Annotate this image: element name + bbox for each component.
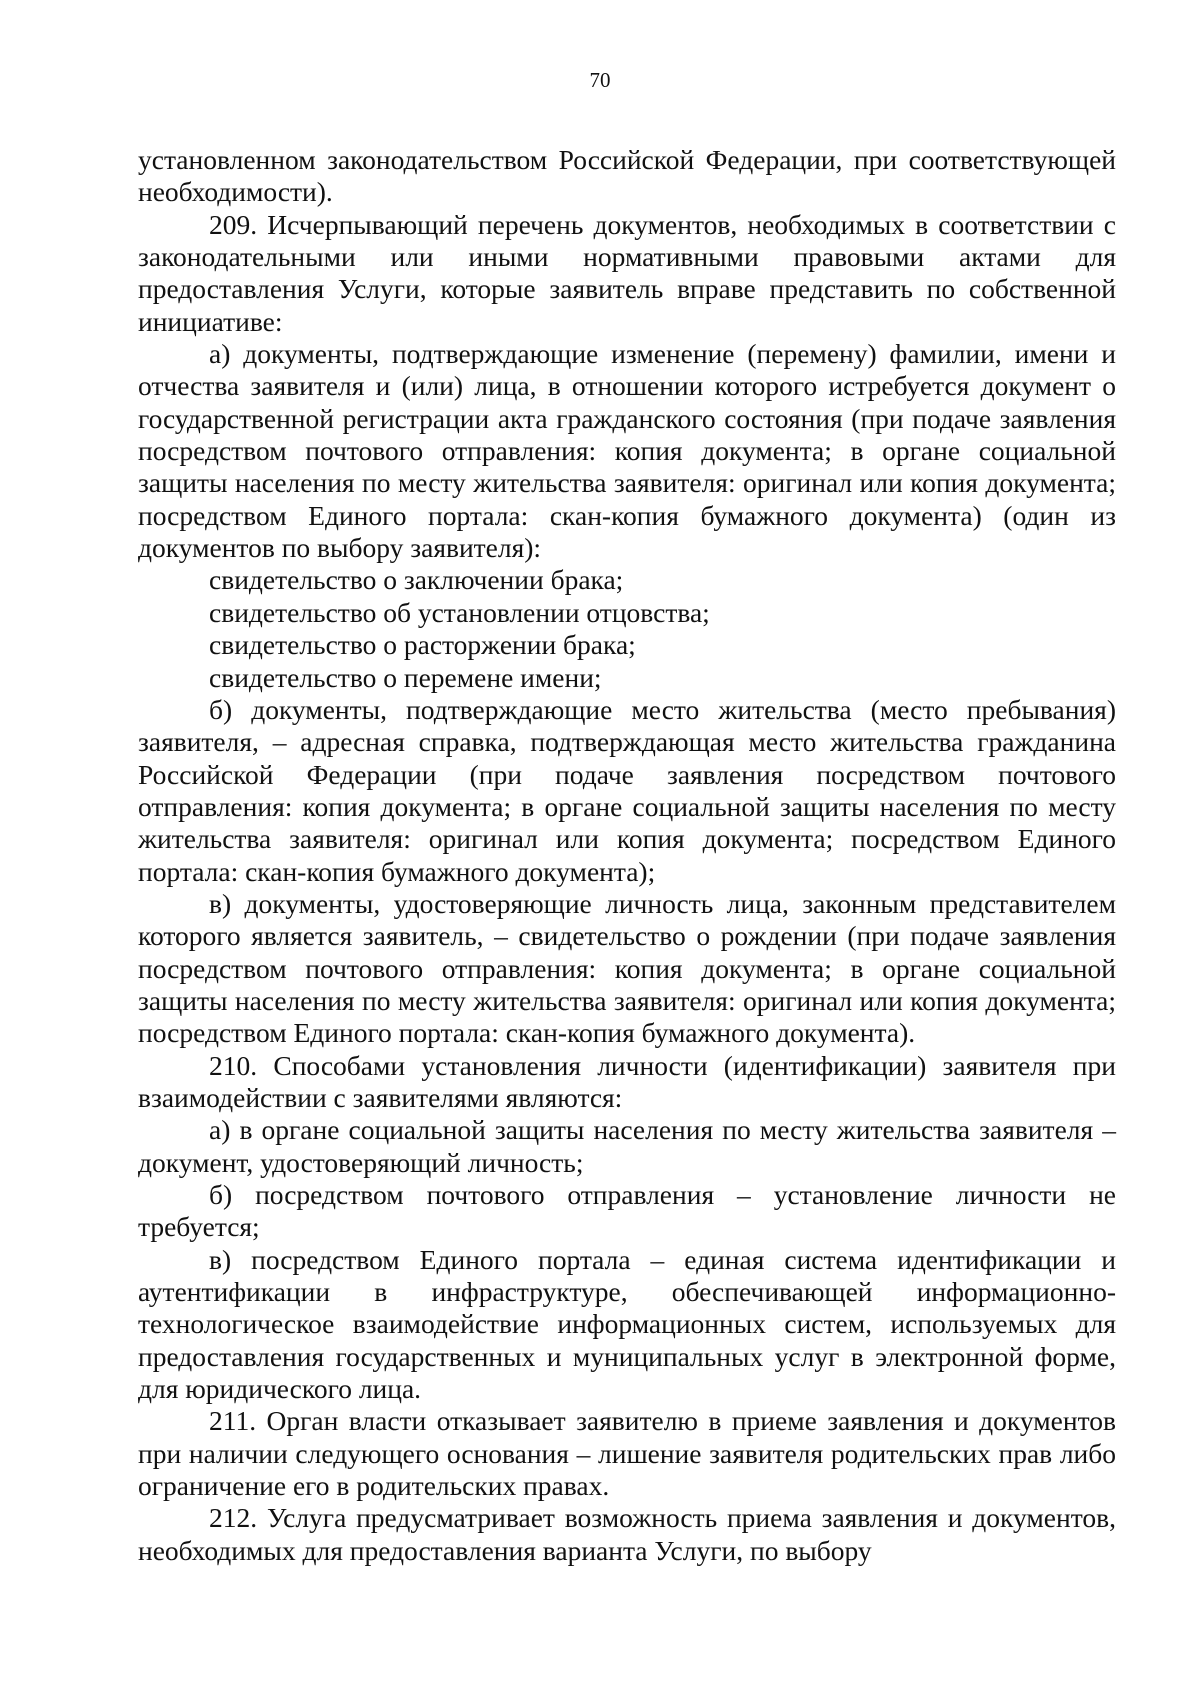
paragraph-209-b: б) документы, подтверждающие место жительства (место пребывания) заявителя, – адресная справка, подтверждающая место жительства гражданина Российской Федерации (при подаче заявления посредством почтового отправления: копия документа; в органе социальной защиты населения по месту жительства заявителя: оригинал или копия документа; посредством Единого портала: скан-копия бумажного документа); bbox=[138, 693, 1116, 887]
paragraph-209-a: а) документы, подтверждающие изменение (перемену) фамилии, имени и отчества заявителя и (или) лица, в отношении которого истребуется документ о государственной регистрации акта гражданского состояния (при подаче заявления посредством почтового отправления: копия документа; в органе социальной защиты населения по месту жительства заявителя: оригинал или копия документа; посредством Единого портала: скан-копия бумажного документа) (один из документов по выбору заявителя): bbox=[138, 338, 1116, 564]
list-item-marriage-certificate: свидетельство о заключении брака; bbox=[209, 564, 624, 596]
paragraph-210-b: б) посредством почтового отправления – установление личности не требуется; bbox=[138, 1179, 1116, 1243]
paragraph-continuation: установленном законодательством Российской Федерации, при соответствующей необходимости). bbox=[138, 144, 1116, 208]
page-number: 70 bbox=[589, 68, 611, 92]
list-item-name-change-certificate: свидетельство о перемене имени; bbox=[209, 661, 602, 693]
document-body bbox=[138, 144, 1116, 1567]
paragraph-210-a: а) в органе социальной защиты населения по месту жительства заявителя – документ, удостоверяющий личность; bbox=[138, 1114, 1116, 1178]
list-item-divorce-certificate: свидетельство о расторжении брака; bbox=[209, 629, 636, 661]
list-item-paternity-certificate: свидетельство об установлении отцовства; bbox=[209, 596, 710, 628]
paragraph-211: 211. Орган власти отказывает заявителю в приеме заявления и документов при наличии следующего основания – лишение заявителя родительских прав либо ограничение его в родительских правах. bbox=[138, 1405, 1116, 1502]
paragraph-212: 212. Услуга предусматривает возможность приема заявления и документов, необходимых для предоставления варианта Услуги, по выбору bbox=[138, 1502, 1116, 1566]
paragraph-209-v: в) документы, удостоверяющие личность лица, законным представителем которого является заявитель, – свидетельство о рождении (при подаче заявления посредством почтового отправления: копия документа; в органе социальной защиты населения по месту жительства заявителя: оригинал или копия документа; посредством Единого портала: скан-копия бумажного документа). bbox=[138, 887, 1116, 1049]
paragraph-209: 209. Исчерпывающий перечень документов, необходимых в соответствии с законодательными или иными нормативными правовыми актами для предоставления Услуги, которые заявитель вправе представить по собственной инициативе: bbox=[138, 208, 1116, 337]
paragraph-210-v: в) посредством Единого портала – единая система идентификации и аутентификации в инфраструктуре, обеспечивающей информационно-технологическое взаимодействие информационных систем, используемых для предоставления государственных и муниципальных услуг в электронной форме, для юридического лица. bbox=[138, 1243, 1116, 1405]
paragraph-210: 210. Способами установления личности (идентификации) заявителя при взаимодействии с заявителями являются: bbox=[138, 1049, 1116, 1113]
